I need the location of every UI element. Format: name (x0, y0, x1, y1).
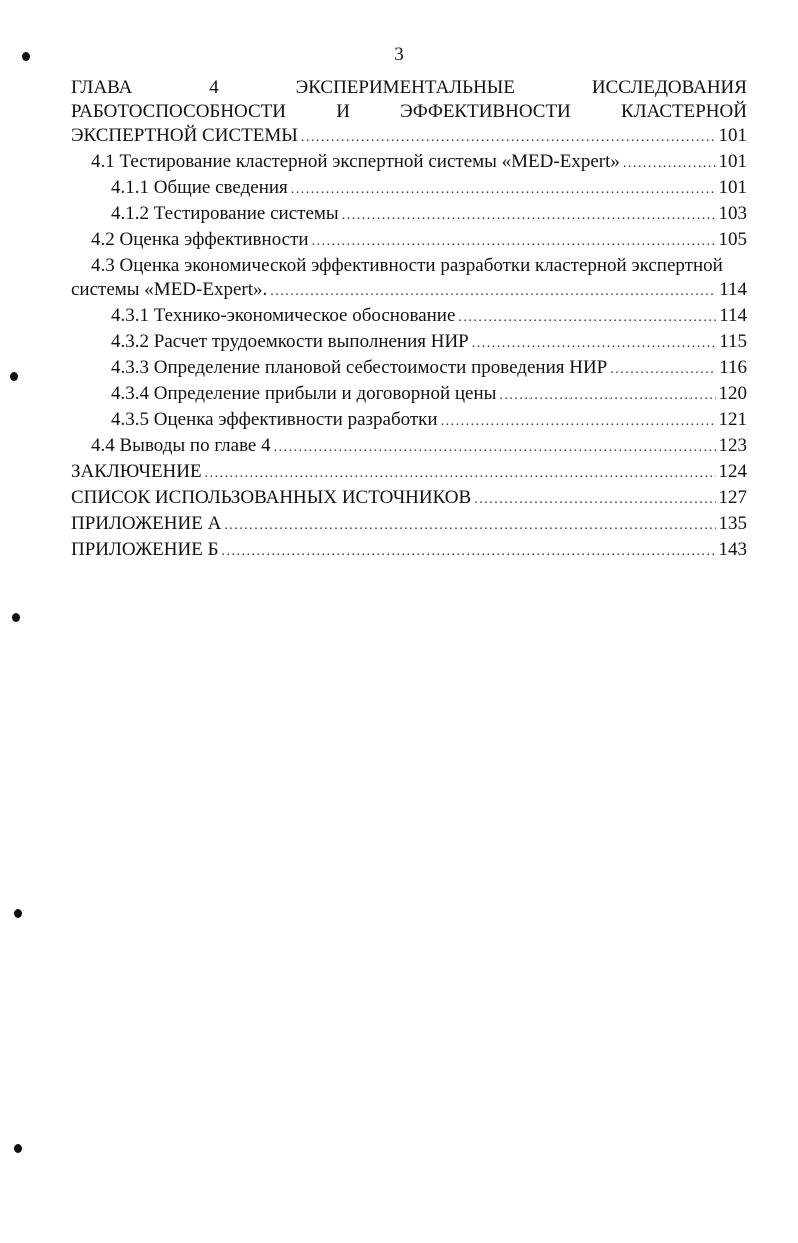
toc-title: 4.3.1 Технико-экономическое обоснование (111, 305, 456, 326)
leader-dots (472, 332, 716, 356)
toc-page-number: 123 (718, 435, 747, 456)
toc-page-number: 143 (718, 539, 747, 560)
leader-dots (441, 410, 716, 434)
toc-page-number: 101 (718, 151, 747, 172)
toc-page-number: 114 (719, 279, 747, 300)
toc-entry-conclusion (71, 460, 747, 486)
toc-entry-4-3-1 (71, 304, 747, 330)
toc-entry-4-3-4 (71, 382, 747, 408)
word: РАБОТОСПОСОБНОСТИ (71, 101, 286, 122)
word: И (336, 101, 350, 122)
toc-page-number: 135 (718, 513, 747, 534)
toc-page-number: 115 (719, 331, 747, 352)
toc-title: 4.3.4 Определение прибыли и договорной цены (111, 383, 497, 404)
leader-dots (623, 152, 716, 176)
toc-entry-4-1-1 (71, 176, 747, 202)
toc-page-number: 105 (718, 229, 747, 250)
toc-entry-4-3-5 (71, 408, 747, 434)
binding-hole-mark (14, 1144, 22, 1153)
leader-dots (301, 126, 716, 150)
toc-entry-references (71, 486, 747, 512)
toc-entry-4-3-3 (71, 356, 747, 382)
toc-page-number: 121 (718, 409, 747, 430)
toc-page-number: 127 (718, 487, 747, 508)
leader-dots (291, 178, 716, 202)
toc-page-number: 124 (718, 461, 747, 482)
leader-dots (312, 230, 716, 254)
word: КЛАСТЕРНОЙ (621, 101, 747, 122)
toc-title: 4.3.2 Расчет трудоемкости выполнения НИР (111, 331, 469, 352)
toc-entry-4-3 (71, 254, 747, 304)
toc-entry-4-4 (71, 434, 747, 460)
table-of-contents (71, 76, 747, 564)
toc-title: 4.3.3 Определение плановой себестоимости проведения НИР (111, 357, 608, 378)
toc-entry-4-3-line-2 (71, 278, 747, 304)
toc-title: 4.4 Выводы по главе 4 (91, 435, 271, 456)
leader-dots (610, 358, 716, 382)
toc-page-number: 114 (719, 305, 747, 326)
toc-entry-4-3-line-1 (71, 254, 747, 278)
toc-page-number: 101 (718, 177, 747, 198)
toc-title: системы «MED-Expert». (71, 279, 268, 300)
binding-hole-mark (14, 909, 22, 918)
leader-dots (221, 540, 715, 564)
toc-title: ЭКСПЕРТНОЙ СИСТЕМЫ (71, 125, 298, 146)
toc-title: ЗАКЛЮЧЕНИЕ (71, 461, 202, 482)
toc-entry-4-2 (71, 228, 747, 254)
toc-title: ПРИЛОЖЕНИЕ А (71, 513, 222, 534)
toc-entry-4-3-2 (71, 330, 747, 356)
toc-page-number: 120 (718, 383, 747, 404)
toc-entry-4-1-2 (71, 202, 747, 228)
toc-title: ПРИЛОЖЕНИЕ Б (71, 539, 219, 560)
toc-title: 4.3 Оценка экономической эффективности разработки кластерной экспертной (91, 255, 723, 276)
toc-entry-appendix-a (71, 512, 747, 538)
leader-dots (342, 204, 716, 228)
binding-hole-mark (10, 372, 18, 381)
leader-dots (499, 384, 715, 408)
toc-page-number: 101 (718, 125, 747, 146)
toc-entry-appendix-b (71, 538, 747, 564)
leader-dots (458, 306, 716, 330)
toc-title: 4.3.5 Оценка эффективности разработки (111, 409, 438, 430)
word: 4 (209, 77, 219, 98)
toc-entry-4-1 (71, 150, 747, 176)
leader-dots (224, 514, 715, 538)
leader-dots (205, 462, 716, 486)
toc-page-number: 116 (719, 357, 747, 378)
toc-title: СПИСОК ИСПОЛЬЗОВАННЫХ ИСТОЧНИКОВ (71, 487, 472, 508)
toc-title: 4.1.1 Общие сведения (111, 177, 288, 198)
binding-hole-mark (22, 52, 30, 61)
leader-dots (274, 436, 716, 460)
toc-title: 4.2 Оценка эффективности (91, 229, 309, 250)
leader-dots (474, 488, 715, 512)
binding-hole-mark (12, 613, 20, 622)
chapter-4-line-3 (71, 124, 747, 150)
word: ЭКСПЕРИМЕНТАЛЬНЫЕ (295, 77, 515, 98)
leader-dots (270, 280, 716, 304)
toc-page-number: 103 (718, 203, 747, 224)
page-number: 3 (394, 44, 404, 65)
toc-title: 4.1 Тестирование кластерной экспертной системы «MED-Expert» (91, 151, 620, 172)
chapter-4-line-1 (71, 76, 747, 100)
toc-entry-chapter-4 (71, 76, 747, 150)
toc-title: 4.1.2 Тестирование системы (111, 203, 339, 224)
word: ГЛАВА (71, 77, 133, 98)
word: ЭФФЕКТИВНОСТИ (400, 101, 571, 122)
word: ИССЛЕДОВАНИЯ (591, 77, 747, 98)
chapter-4-line-2 (71, 100, 747, 124)
